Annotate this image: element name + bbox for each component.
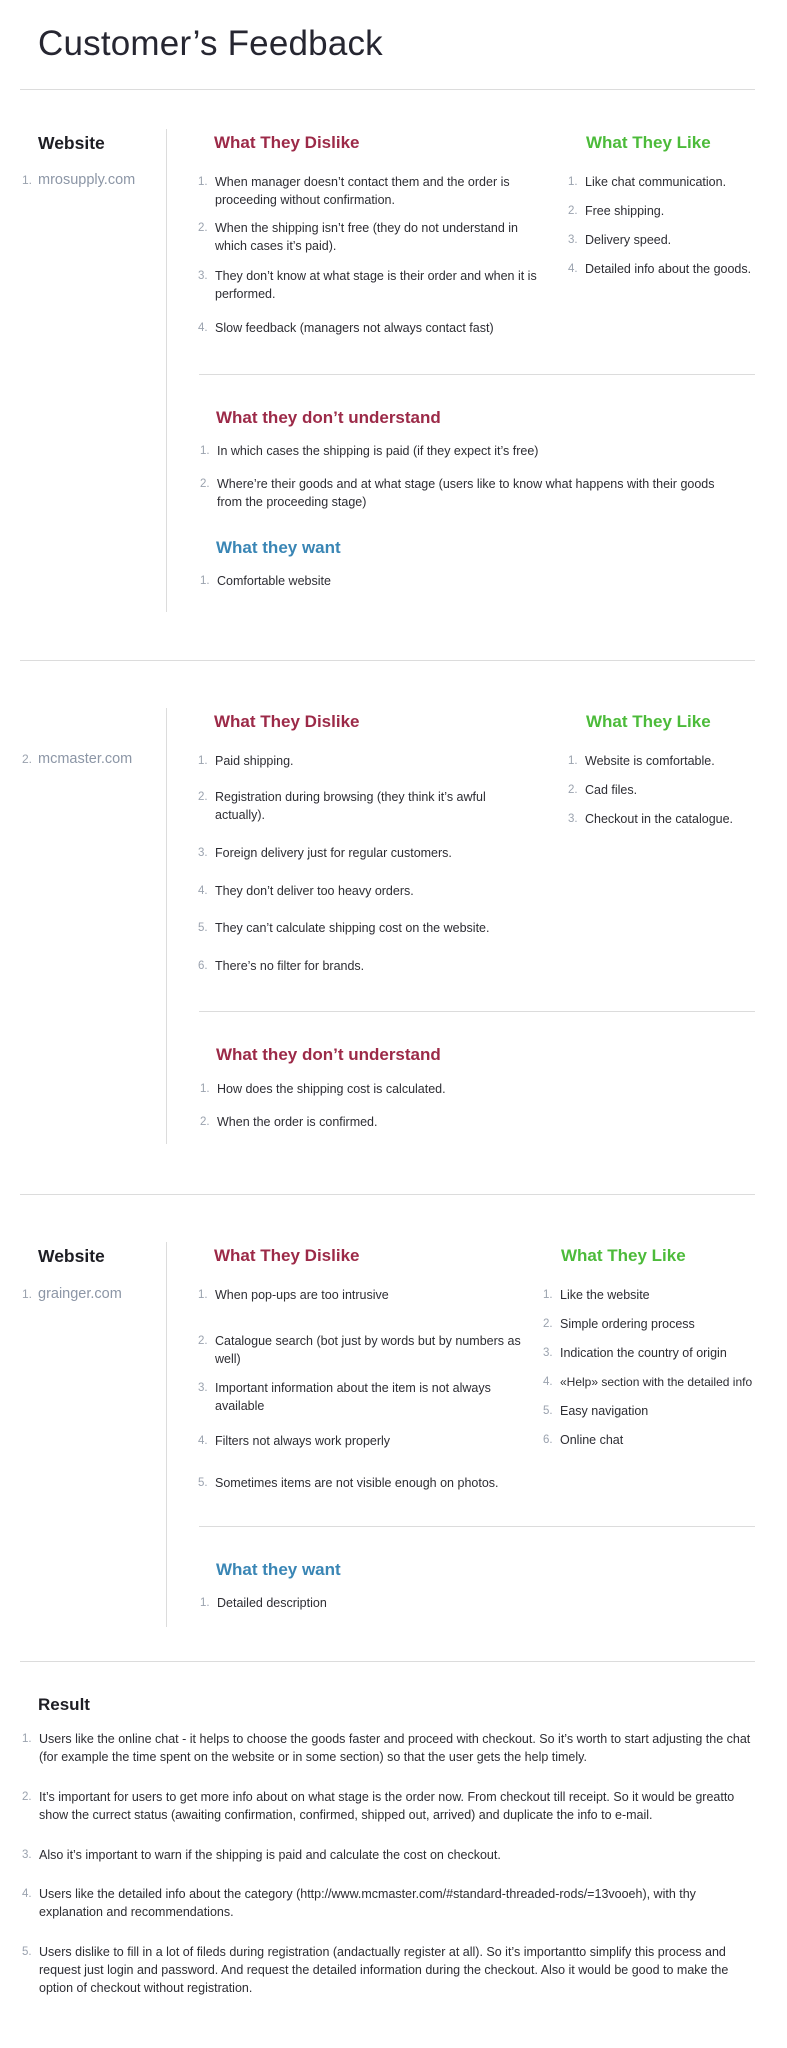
result-heading: Result <box>38 1695 90 1714</box>
list-item-text: Cad files. <box>585 783 638 797</box>
list-number: 1. <box>200 445 210 457</box>
list-item <box>568 202 768 220</box>
list-item-text: Detailed info about the goods. <box>585 262 752 276</box>
list-item <box>543 1344 773 1362</box>
list-item <box>200 1080 700 1098</box>
site-item[interactable] <box>22 172 135 188</box>
list-item-text: Filters not always work properly <box>215 1434 391 1448</box>
list-item <box>198 788 498 824</box>
list-item <box>200 475 730 511</box>
list-number: 4. <box>198 322 208 334</box>
list-item-text: In which cases the shipping is paid (if they expect it’s free) <box>217 444 539 458</box>
list-item <box>568 260 768 278</box>
list-item-text: They don’t deliver too heavy orders. <box>215 884 414 898</box>
divider <box>20 660 755 661</box>
list-number: 4. <box>198 1435 208 1447</box>
site-item[interactable] <box>22 1286 122 1302</box>
list-item-text: Delivery speed. <box>585 233 672 247</box>
list-item-text: There’s no filter for brands. <box>215 959 365 973</box>
want-heading: What they want <box>216 1560 341 1579</box>
list-number: 1. <box>568 755 578 767</box>
list-item <box>22 1943 757 1997</box>
list-item <box>200 1113 700 1131</box>
list-number: 1. <box>198 176 208 188</box>
like-heading: What They Like <box>586 133 711 152</box>
divider <box>199 1011 755 1012</box>
list-number: 5. <box>198 922 208 934</box>
list-item-text: It’s important for users to get more info about on what stage is the order now. From checkout till receipt. So it would be greatto show the currect status (awaiting confirmation, confirmed, shipped out, arrived) and duplicate the info to e-mail. <box>39 1790 735 1822</box>
list-item <box>568 810 768 828</box>
list-item <box>200 572 500 590</box>
list-item <box>198 267 538 303</box>
list-item <box>198 1432 528 1450</box>
list-number: 2. <box>198 791 208 803</box>
list-item-text: Like the website <box>560 1288 650 1302</box>
list-item <box>568 173 768 191</box>
list-item-text: Sometimes items are not visible enough on photos. <box>215 1476 499 1490</box>
list-item-text: Like chat communication. <box>585 175 727 189</box>
column-divider <box>166 129 167 612</box>
list-item-text: When the shipping isn’t free (they do not understand in which cases it’s paid). <box>215 221 518 253</box>
list-item-text: Registration during browsing (they think it’s awful actually). <box>215 790 486 822</box>
like-heading: What They Like <box>561 1246 686 1265</box>
dont-understand-heading: What they don’t understand <box>216 408 441 427</box>
list-item-text: Paid shipping. <box>215 754 294 768</box>
divider <box>199 1526 755 1527</box>
list-number: 1. <box>543 1289 553 1301</box>
list-item <box>198 219 538 255</box>
list-number: 1. <box>22 1287 33 1301</box>
list-item-text: «Help» section with the detailed info <box>560 1375 753 1389</box>
list-item-text: Users dislike to fill in a lot of fileds during registration (andactually register at all). So it’s importantto simplify this process and request just login and password. And request the detailed information during the checkout. Also it would be good to make the option of checkout without registration. <box>39 1945 729 1995</box>
list-number: 1. <box>198 755 208 767</box>
list-number: 4. <box>198 885 208 897</box>
list-item <box>22 1885 757 1921</box>
list-number: 1. <box>200 1597 210 1609</box>
list-item-text: Website is comfortable. <box>585 754 715 768</box>
list-number: 3. <box>543 1347 553 1359</box>
list-item <box>198 1332 528 1368</box>
list-item-text: When manager doesn’t contact them and the order is proceeding without confirmation. <box>215 175 510 207</box>
list-number: 3. <box>22 1849 32 1861</box>
list-item <box>568 231 768 249</box>
list-number: 2. <box>568 205 578 217</box>
list-number: 1. <box>200 1083 210 1095</box>
list-item-text: Free shipping. <box>585 204 665 218</box>
list-number: 5. <box>22 1946 32 1958</box>
list-number: 3. <box>198 1382 208 1394</box>
like-heading: What They Like <box>586 712 711 731</box>
list-item-text: Foreign delivery just for regular customers. <box>215 846 452 860</box>
list-item-text: Detailed description <box>217 1596 327 1610</box>
list-item <box>198 844 538 862</box>
list-item <box>22 1730 757 1766</box>
list-number: 4. <box>22 1888 32 1900</box>
list-number: 2. <box>198 1335 208 1347</box>
site-name[interactable]: mrosupply.com <box>38 172 136 188</box>
list-item-text: Users like the detailed info about the category (http://www.mcmaster.com/#standard-threaded-rods/=13vooeh), with thy explanation and recommendations. <box>39 1887 696 1919</box>
list-item <box>198 919 538 937</box>
list-item-text: Important information about the item is not always available <box>215 1381 491 1413</box>
site-name[interactable]: grainger.com <box>38 1286 122 1302</box>
list-item <box>198 1379 528 1415</box>
divider <box>20 89 755 90</box>
list-item <box>22 1846 757 1864</box>
list-item <box>198 752 498 770</box>
column-divider <box>166 708 167 1144</box>
list-item <box>543 1402 773 1420</box>
column-divider <box>166 1242 167 1627</box>
list-number: 3. <box>198 847 208 859</box>
site-item[interactable] <box>22 751 132 767</box>
list-item <box>200 1594 500 1612</box>
list-number: 1. <box>22 173 33 187</box>
divider <box>20 1661 755 1662</box>
list-item-text: Indication the country of origin <box>560 1346 727 1360</box>
list-item-text: Comfortable website <box>217 574 331 588</box>
dont-understand-heading: What they don’t understand <box>216 1045 441 1064</box>
list-number: 2. <box>198 222 208 234</box>
list-item-text: Slow feedback (managers not always contact fast) <box>215 321 494 335</box>
list-item-text: Online chat <box>560 1433 624 1447</box>
list-item-text: When the order is confirmed. <box>217 1115 378 1129</box>
list-number: 3. <box>198 270 208 282</box>
list-number: 3. <box>568 813 578 825</box>
list-number: 2. <box>543 1318 553 1330</box>
list-number: 1. <box>568 176 578 188</box>
list-item <box>543 1315 773 1333</box>
list-item-text: How does the shipping cost is calculated. <box>217 1082 446 1096</box>
divider <box>199 374 755 375</box>
list-number: 2. <box>568 784 578 796</box>
website-header: Website <box>38 133 105 153</box>
page-title: Customer’s Feedback <box>38 24 383 63</box>
want-heading: What they want <box>216 538 341 557</box>
list-number: 5. <box>198 1477 208 1489</box>
list-item <box>568 781 768 799</box>
list-item <box>543 1431 773 1449</box>
list-number: 2. <box>200 1116 210 1128</box>
list-item-text: Also it’s important to warn if the shipping is paid and calculate the cost on checkout. <box>39 1848 501 1862</box>
list-item <box>543 1373 783 1391</box>
list-item-text: Catalogue search (bot just by words but by numbers as well) <box>215 1334 521 1366</box>
list-item-text: Checkout in the catalogue. <box>585 812 734 826</box>
dislike-heading: What They Dislike <box>214 712 360 731</box>
list-item-text: They don’t know at what stage is their order and when it is performed. <box>215 269 537 301</box>
list-number: 1. <box>22 1733 32 1745</box>
list-item <box>200 442 730 460</box>
list-number: 6. <box>198 960 208 972</box>
list-number: 3. <box>568 234 578 246</box>
list-item-text: Users like the online chat - it helps to choose the goods faster and proceed with checkout. So it’s worth to start adjusting the chat (for example the time spent on the website or in some section) so that the user gets the help timely. <box>39 1732 751 1764</box>
dislike-heading: What They Dislike <box>214 133 360 152</box>
list-item <box>198 1474 538 1492</box>
list-item-text: Simple ordering process <box>560 1317 695 1331</box>
list-number: 6. <box>543 1434 553 1446</box>
list-number: 1. <box>198 1289 208 1301</box>
list-item-text: Where’re their goods and at what stage (users like to know what happens with their goods from the proceeding stage) <box>217 477 715 509</box>
list-item <box>198 319 538 337</box>
list-number: 5. <box>543 1405 553 1417</box>
dislike-heading: What They Dislike <box>214 1246 360 1265</box>
list-item-text: When pop-ups are too intrusive <box>215 1288 389 1302</box>
list-number: 2. <box>22 1791 32 1803</box>
list-item-text: Easy navigation <box>560 1404 649 1418</box>
divider <box>20 1194 755 1195</box>
list-number: 4. <box>568 263 578 275</box>
list-item <box>568 752 768 770</box>
list-number: 2. <box>22 752 33 766</box>
list-item <box>198 173 538 209</box>
website-header: Website <box>38 1246 105 1266</box>
list-number: 2. <box>200 478 210 490</box>
list-number: 1. <box>200 575 210 587</box>
list-item <box>543 1286 773 1304</box>
list-item <box>198 882 538 900</box>
list-item <box>198 957 538 975</box>
list-number: 4. <box>543 1376 553 1388</box>
site-name[interactable]: mcmaster.com <box>38 751 133 767</box>
list-item <box>22 1788 757 1824</box>
list-item <box>198 1286 528 1304</box>
list-item-text: They can’t calculate shipping cost on the website. <box>215 921 490 935</box>
